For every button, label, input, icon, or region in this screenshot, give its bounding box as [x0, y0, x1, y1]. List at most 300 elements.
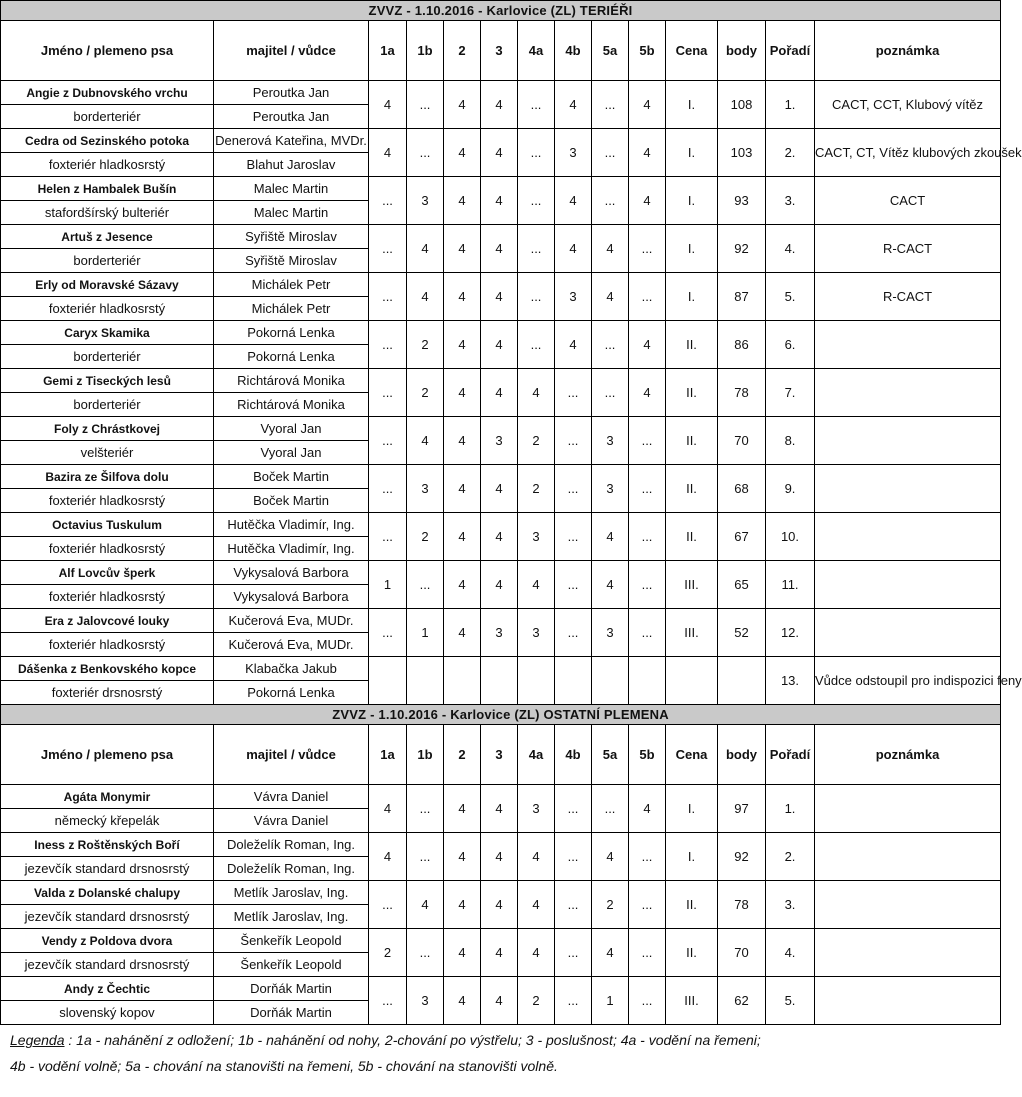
score: ...	[369, 177, 407, 225]
dog-name: Andy z Čechtic	[63, 982, 150, 996]
table-row	[1, 177, 1001, 201]
note: R-CACT	[815, 225, 1001, 273]
score: 4	[481, 129, 518, 177]
score: ...	[629, 513, 666, 561]
note	[815, 417, 1001, 465]
column-header: 4b	[555, 21, 592, 81]
table-row	[1, 513, 1001, 537]
score: 4	[592, 513, 629, 561]
score: ...	[407, 785, 444, 833]
score: ...	[555, 561, 592, 609]
dog-name-cell	[1, 177, 214, 201]
score	[592, 657, 629, 705]
dog-name: Iness z Roštěnských Boří	[34, 838, 180, 852]
score: 4	[629, 81, 666, 129]
score: 3	[407, 977, 444, 1025]
score: ...	[407, 929, 444, 977]
owner: Syřiště Miroslav	[214, 225, 369, 249]
column-header: poznámka	[815, 21, 1001, 81]
breed: foxteriér hladkosrstý	[1, 153, 214, 177]
owner: Hutěčka Vladimír, Ing.	[214, 513, 369, 537]
score: 3	[555, 129, 592, 177]
dog-name: Gemi z Tiseckých lesů	[43, 374, 171, 388]
note: Vůdce odstoupil pro indispozici feny	[815, 657, 1001, 705]
body: 108	[718, 81, 766, 129]
score: 4	[481, 273, 518, 321]
section-title-row	[1, 1, 1001, 21]
score: 4	[592, 273, 629, 321]
score: ...	[369, 417, 407, 465]
column-header: body	[718, 21, 766, 81]
score: 4	[444, 321, 481, 369]
breed: foxteriér hladkosrstý	[1, 489, 214, 513]
score: 4	[444, 417, 481, 465]
body: 65	[718, 561, 766, 609]
column-header: majitel / vůdce	[214, 725, 369, 785]
score: 4	[444, 465, 481, 513]
body: 67	[718, 513, 766, 561]
score: ...	[407, 81, 444, 129]
score: 4	[555, 321, 592, 369]
legend	[0, 1027, 1000, 1079]
owner: Pokorná Lenka	[214, 321, 369, 345]
score: ...	[518, 177, 555, 225]
note: CACT, CT, Vítěz klubových zkoušek	[815, 129, 1001, 177]
poradi: 2.	[766, 833, 815, 881]
score: 4	[407, 225, 444, 273]
note: CACT, CCT, Klubový vítěz	[815, 81, 1001, 129]
column-header: 2	[444, 21, 481, 81]
score: 4	[481, 321, 518, 369]
section-title-row	[1, 705, 1001, 725]
score: ...	[369, 881, 407, 929]
score: 4	[592, 561, 629, 609]
score: ...	[555, 417, 592, 465]
score: 2	[407, 513, 444, 561]
handler: Richtárová Monika	[214, 393, 369, 417]
owner: Denerová Kateřina, MVDr.	[214, 129, 369, 153]
note	[815, 929, 1001, 977]
cena: I.	[666, 225, 718, 273]
header-row	[1, 21, 1001, 81]
body: 86	[718, 321, 766, 369]
poradi: 10.	[766, 513, 815, 561]
table-row	[1, 561, 1001, 585]
score: 4	[555, 177, 592, 225]
score: ...	[369, 369, 407, 417]
score: 4	[444, 177, 481, 225]
handler: Dorňák Martin	[214, 1001, 369, 1025]
score: 4	[481, 369, 518, 417]
poradi: 8.	[766, 417, 815, 465]
dog-name-cell	[1, 609, 214, 633]
dog-name-cell	[1, 417, 214, 441]
score: ...	[369, 225, 407, 273]
column-header: 4b	[555, 725, 592, 785]
score: 4	[481, 225, 518, 273]
table-row	[1, 785, 1001, 809]
score: ...	[629, 417, 666, 465]
score: 4	[555, 225, 592, 273]
handler: Doleželík Roman, Ing.	[214, 857, 369, 881]
handler: Hutěčka Vladimír, Ing.	[214, 537, 369, 561]
score: ...	[518, 225, 555, 273]
dog-name: Valda z Dolanské chalupy	[33, 886, 181, 900]
score: 3	[518, 609, 555, 657]
score: ...	[518, 273, 555, 321]
breed: jezevčík standard drsnosrstý	[1, 905, 214, 929]
breed: borderteriér	[1, 249, 214, 273]
legend-text-1: : 1a - nahánění z odložení; 1b - nahánění od nohy, 2-chování po výstřelu; 3 - poslušnost; 4a - vodění na řemeni;	[64, 1032, 761, 1048]
score: 4	[481, 561, 518, 609]
owner: Peroutka Jan	[214, 81, 369, 105]
poradi: 1.	[766, 81, 815, 129]
score: ...	[555, 833, 592, 881]
score: 3	[592, 609, 629, 657]
owner: Boček Martin	[214, 465, 369, 489]
dog-name: Angie z Dubnovského vrchu	[26, 86, 188, 100]
owner: Vykysalová Barbora	[214, 561, 369, 585]
score: ...	[555, 929, 592, 977]
body: 78	[718, 369, 766, 417]
breed: jezevčík standard drsnosrstý	[1, 857, 214, 881]
score: 4	[444, 273, 481, 321]
breed: borderteriér	[1, 105, 214, 129]
score: 4	[369, 833, 407, 881]
column-header: 1b	[407, 21, 444, 81]
score: ...	[629, 561, 666, 609]
score: 4	[629, 129, 666, 177]
table-row	[1, 977, 1001, 1001]
owner: Kučerová Eva, MUDr.	[214, 609, 369, 633]
body: 92	[718, 225, 766, 273]
owner: Vávra Daniel	[214, 785, 369, 809]
column-header: 4a	[518, 21, 555, 81]
score: 3	[518, 513, 555, 561]
score: 4	[444, 369, 481, 417]
score: ...	[407, 561, 444, 609]
score: ...	[629, 273, 666, 321]
score: 4	[629, 785, 666, 833]
cena: I.	[666, 177, 718, 225]
score: ...	[592, 177, 629, 225]
score: ...	[518, 321, 555, 369]
column-header: poznámka	[815, 725, 1001, 785]
score: ...	[592, 321, 629, 369]
score: ...	[407, 833, 444, 881]
score: 1	[369, 561, 407, 609]
score: ...	[592, 785, 629, 833]
score	[629, 657, 666, 705]
score: 1	[407, 609, 444, 657]
score: 4	[629, 177, 666, 225]
owner: Richtárová Monika	[214, 369, 369, 393]
score: 1	[592, 977, 629, 1025]
dog-name: Erly od Moravské Sázavy	[35, 278, 179, 292]
handler: Pokorná Lenka	[214, 681, 369, 705]
breed: foxteriér hladkosrstý	[1, 537, 214, 561]
note	[815, 321, 1001, 369]
dog-name-cell	[1, 225, 214, 249]
handler: Malec Martin	[214, 201, 369, 225]
score: ...	[629, 833, 666, 881]
score: ...	[407, 129, 444, 177]
score: ...	[629, 609, 666, 657]
score: ...	[629, 225, 666, 273]
column-header: Jméno / plemeno psa	[1, 21, 214, 81]
dog-name: Bazira ze Šilfova dolu	[45, 470, 169, 484]
score	[518, 657, 555, 705]
column-header: 5b	[629, 21, 666, 81]
score: 4	[369, 785, 407, 833]
column-header: 5a	[592, 725, 629, 785]
cena: II.	[666, 465, 718, 513]
score: 3	[518, 785, 555, 833]
note	[815, 881, 1001, 929]
score: ...	[555, 609, 592, 657]
poradi: 12.	[766, 609, 815, 657]
cena: II.	[666, 321, 718, 369]
cena: I.	[666, 273, 718, 321]
dog-name: Foly z Chrástkovej	[53, 422, 161, 436]
poradi: 4.	[766, 225, 815, 273]
score: ...	[518, 81, 555, 129]
dog-name-cell	[1, 657, 214, 681]
table-row	[1, 657, 1001, 681]
score: 4	[592, 833, 629, 881]
header-row	[1, 725, 1001, 785]
score: ...	[555, 369, 592, 417]
note	[815, 833, 1001, 881]
score: ...	[592, 129, 629, 177]
owner: Michálek Petr	[214, 273, 369, 297]
breed: foxteriér drsnosrstý	[1, 681, 214, 705]
column-header: Cena	[666, 21, 718, 81]
note	[815, 513, 1001, 561]
score: 4	[629, 369, 666, 417]
owner: Klabačka Jakub	[214, 657, 369, 681]
score: 4	[481, 833, 518, 881]
score: 4	[481, 881, 518, 929]
poradi: 13.	[766, 657, 815, 705]
body: 68	[718, 465, 766, 513]
table-row	[1, 833, 1001, 857]
poradi: 7.	[766, 369, 815, 417]
dog-name: Artuš z Jesence	[61, 230, 153, 244]
dog-name-cell	[1, 561, 214, 585]
dog-name-cell	[1, 369, 214, 393]
column-header: Pořadí	[766, 725, 815, 785]
dog-name-cell	[1, 129, 214, 153]
column-header: 3	[481, 725, 518, 785]
breed: německý křepelák	[1, 809, 214, 833]
score: ...	[369, 513, 407, 561]
score: 4	[407, 273, 444, 321]
note	[815, 977, 1001, 1025]
score: 4	[444, 977, 481, 1025]
owner: Metlík Jaroslav, Ing.	[214, 881, 369, 905]
column-header: 3	[481, 21, 518, 81]
dog-name: Caryx Skamika	[64, 326, 150, 340]
score: 4	[444, 609, 481, 657]
score: 3	[481, 417, 518, 465]
legend-line-2: 4b - vodění volně; 5a - chování na stanovišti na řemeni, 5b - chování na stanovišti volně.	[10, 1058, 558, 1074]
score: 3	[592, 417, 629, 465]
body: 93	[718, 177, 766, 225]
score: 4	[444, 129, 481, 177]
score: 4	[444, 81, 481, 129]
handler: Vykysalová Barbora	[214, 585, 369, 609]
score: 4	[518, 833, 555, 881]
body	[718, 657, 766, 705]
score: 3	[407, 177, 444, 225]
cena: I.	[666, 785, 718, 833]
score	[481, 657, 518, 705]
poradi: 9.	[766, 465, 815, 513]
note: R-CACT	[815, 273, 1001, 321]
note	[815, 561, 1001, 609]
dog-name-cell	[1, 785, 214, 809]
table-row	[1, 609, 1001, 633]
legend-label: Legenda	[10, 1032, 65, 1048]
note	[815, 369, 1001, 417]
body: 103	[718, 129, 766, 177]
note	[815, 465, 1001, 513]
score: ...	[592, 369, 629, 417]
score: 4	[407, 881, 444, 929]
poradi: 5.	[766, 273, 815, 321]
column-header: 1a	[369, 21, 407, 81]
score: ...	[369, 609, 407, 657]
poradi: 3.	[766, 177, 815, 225]
handler: Boček Martin	[214, 489, 369, 513]
body: 92	[718, 833, 766, 881]
note	[815, 609, 1001, 657]
cena: I.	[666, 81, 718, 129]
score	[407, 657, 444, 705]
score: 4	[444, 929, 481, 977]
owner: Dorňák Martin	[214, 977, 369, 1001]
score: 4	[369, 129, 407, 177]
score: 2	[518, 465, 555, 513]
owner: Malec Martin	[214, 177, 369, 201]
column-header: 1a	[369, 725, 407, 785]
cena: II.	[666, 417, 718, 465]
dog-name-cell	[1, 465, 214, 489]
cena: II.	[666, 369, 718, 417]
poradi: 4.	[766, 929, 815, 977]
handler: Syřiště Miroslav	[214, 249, 369, 273]
dog-name: Octavius Tuskulum	[52, 518, 162, 532]
dog-name-cell	[1, 513, 214, 537]
column-header: 1b	[407, 725, 444, 785]
cena: III.	[666, 977, 718, 1025]
score	[369, 657, 407, 705]
score: ...	[555, 465, 592, 513]
breed: slovenský kopov	[1, 1001, 214, 1025]
section-title: ZVVZ - 1.10.2016 - Karlovice (ZL) OSTATNÍ PLEMENA	[1, 705, 1001, 725]
body: 78	[718, 881, 766, 929]
score: 4	[629, 321, 666, 369]
score: 4	[555, 81, 592, 129]
column-header: body	[718, 725, 766, 785]
score: 4	[444, 785, 481, 833]
table-row	[1, 417, 1001, 441]
score: 4	[444, 225, 481, 273]
dog-name: Cedra od Sezinského potoka	[24, 134, 190, 148]
table-row	[1, 881, 1001, 905]
handler: Pokorná Lenka	[214, 345, 369, 369]
score	[444, 657, 481, 705]
body: 87	[718, 273, 766, 321]
body: 52	[718, 609, 766, 657]
score: 4	[444, 513, 481, 561]
cena: II.	[666, 929, 718, 977]
score: 4	[592, 929, 629, 977]
score: 4	[481, 929, 518, 977]
score: 3	[592, 465, 629, 513]
score: ...	[629, 881, 666, 929]
table-row	[1, 129, 1001, 153]
poradi: 2.	[766, 129, 815, 177]
table-row	[1, 465, 1001, 489]
dog-name-cell	[1, 929, 214, 953]
breed: stafordšírský bulteriér	[1, 201, 214, 225]
poradi: 6.	[766, 321, 815, 369]
column-header: Cena	[666, 725, 718, 785]
dog-name: Era z Jalovcové louky	[44, 614, 170, 628]
column-header: Jméno / plemeno psa	[1, 725, 214, 785]
score: 2	[369, 929, 407, 977]
handler: Vávra Daniel	[214, 809, 369, 833]
body: 97	[718, 785, 766, 833]
table-row	[1, 929, 1001, 953]
score: ...	[369, 977, 407, 1025]
dog-name: Vendy z Poldova dvora	[41, 934, 173, 948]
table-row	[1, 273, 1001, 297]
cena: III.	[666, 561, 718, 609]
dog-name-cell	[1, 321, 214, 345]
table-row	[1, 321, 1001, 345]
column-header: 5a	[592, 21, 629, 81]
dog-name: Helen z Hambalek Bušín	[37, 182, 177, 196]
handler: Kučerová Eva, MUDr.	[214, 633, 369, 657]
breed: foxteriér hladkosrstý	[1, 633, 214, 657]
column-header: 4a	[518, 725, 555, 785]
breed: foxteriér hladkosrstý	[1, 297, 214, 321]
cena	[666, 657, 718, 705]
dog-name-cell	[1, 833, 214, 857]
score: ...	[629, 465, 666, 513]
score: 4	[518, 881, 555, 929]
owner: Šenkeřík Leopold	[214, 929, 369, 953]
body: 70	[718, 417, 766, 465]
poradi: 11.	[766, 561, 815, 609]
note	[815, 785, 1001, 833]
cena: II.	[666, 513, 718, 561]
dog-name-cell	[1, 273, 214, 297]
table-row	[1, 369, 1001, 393]
score: ...	[629, 977, 666, 1025]
cena: III.	[666, 609, 718, 657]
owner: Vyoral Jan	[214, 417, 369, 441]
score: 4	[481, 785, 518, 833]
dog-name: Agáta Monymir	[63, 790, 151, 804]
breed: foxteriér hladkosrstý	[1, 585, 214, 609]
score: ...	[369, 465, 407, 513]
handler: Blahut Jaroslav	[214, 153, 369, 177]
score: 4	[518, 561, 555, 609]
